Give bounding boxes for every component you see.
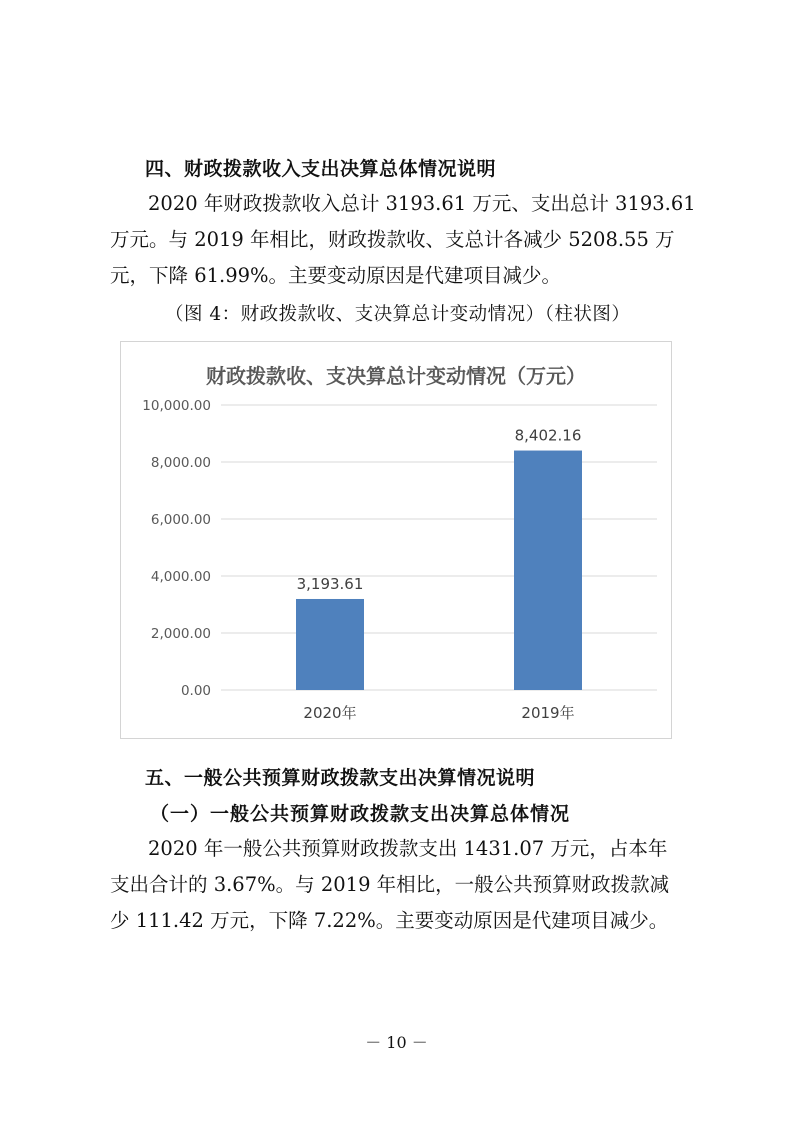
y-tick-label: 2,000.00 xyxy=(150,626,211,642)
figure-caption: （图 4：财政拨款收、支决算总计变动情况）（柱状图） xyxy=(165,304,631,325)
paragraph-line: 2020 年一般公共预算财政拨款支出 1431.07 万元，占本年 xyxy=(148,837,668,860)
data-label: 3,193.61 xyxy=(296,574,364,593)
paragraph-line: 支出合计的 3.67%。与 2019 年相比，一般公共预算财政拨款减 xyxy=(110,873,670,896)
y-tick-label: 8,000.00 xyxy=(150,455,211,471)
y-tick-label: 0.00 xyxy=(180,683,211,699)
page-number: － 10 － xyxy=(365,1033,428,1052)
paragraph-line: 万元。与 2019 年相比，财政拨款收、支总计各减少 5208.55 万 xyxy=(110,228,675,251)
bar xyxy=(514,451,582,690)
paragraph-line: 2020 年财政拨款收入总计 3193.61 万元、支出总计 3193.61 xyxy=(148,192,696,215)
section-4-heading: 四、财政拨款收入支出决算总体情况说明 xyxy=(145,158,497,180)
chart-plot xyxy=(121,342,671,738)
chart-title: 财政拨款收、支决算总计变动情况（万元） xyxy=(206,364,586,388)
y-tick-label: 10,000.00 xyxy=(142,398,211,414)
paragraph-line: 少 111.42 万元，下降 7.22%。主要变动原因是代建项目减少。 xyxy=(110,909,669,932)
section-5-heading: 五、一般公共预算财政拨款支出决算情况说明 xyxy=(145,767,536,789)
bar-chart xyxy=(120,341,672,739)
data-label: 8,402.16 xyxy=(514,426,582,445)
section-5-paragraph xyxy=(110,831,688,939)
bar xyxy=(296,599,364,690)
x-tick-label: 2019年 xyxy=(521,704,575,722)
y-tick-label: 4,000.00 xyxy=(150,569,211,585)
paragraph-line: 元，下降 61.99%。主要变动原因是代建项目减少。 xyxy=(110,264,562,287)
section-4-paragraph xyxy=(110,186,696,294)
section-5-subheading: （一）一般公共预算财政拨款支出决算总体情况 xyxy=(150,803,571,825)
x-tick-label: 2020年 xyxy=(303,704,357,722)
y-tick-label: 6,000.00 xyxy=(150,512,211,528)
